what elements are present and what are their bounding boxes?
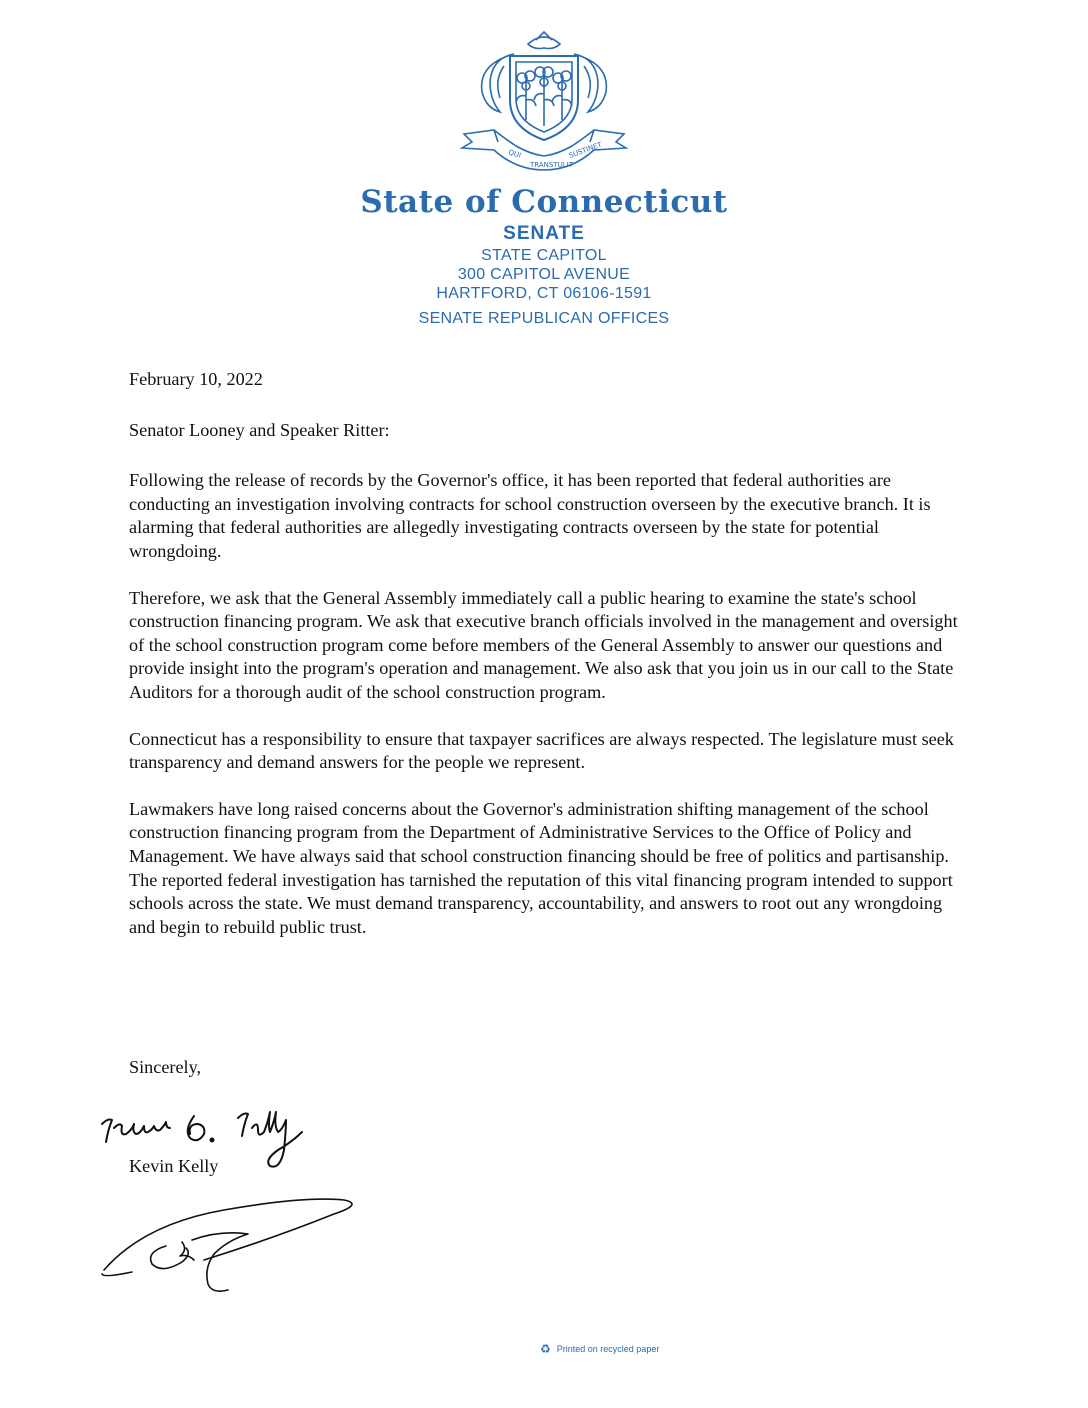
offices-line: SENATE REPUBLICAN OFFICES: [418, 310, 670, 327]
paragraph-3: Connecticut has a responsibility to ensure that taxpayer sacrifices are always respected. The legislature must seek transparency and demand answers for the people we represent.: [129, 728, 954, 773]
address-line-1: STATE CAPITOL: [481, 247, 607, 264]
footer-text: Printed on recycled paper: [556, 1344, 660, 1354]
signer-name: Kevin Kelly: [129, 1156, 219, 1176]
paragraph-4: Lawmakers have long raised concerns about the Governor's administration shifting management of the school construction financing program from the Department of Administrative Services to the Office of Policy and Management. We have always said that school construction financing should be free of politics and partisanship. The reported federal investigation has tarnished the reputation of this vital financing program intended to support schools across the state. We must demand transparency, accountability, and answers to root out any wrongdoing and begin to rebuild public trust.: [129, 798, 953, 937]
chamber-name: SENATE: [503, 223, 585, 244]
closing: Sincerely,: [129, 1057, 202, 1077]
footer-note: [540, 1342, 659, 1356]
second-signature: [96, 1190, 376, 1300]
salutation: Senator Looney and Speaker Ritter:: [129, 419, 390, 440]
recycle-icon: ♻: [540, 1342, 551, 1356]
letter-body: [129, 368, 969, 962]
svg-text:SUSTINET: SUSTINET: [567, 140, 603, 160]
letter-date: February 10, 2022: [129, 369, 263, 389]
paragraph-2: Therefore, we ask that the General Assembly immediately call a public hearing to examine the state's school construction financing program. We ask that executive branch officials involved in the management and oversight of the school construction program come before members of the General Assembly to answer our questions and provide insight into the program's operation and management. We also ask that you join us in our call to the State Auditors for a thorough audit of the school construction program.: [129, 587, 958, 702]
svg-text:TRANSTULIT: TRANSTULIT: [530, 161, 573, 169]
paragraph-1: Following the release of records by the Governor's office, it has been reported that federal authorities are conducting an investigation involving contracts for school construction overseen by the executive branch. It is alarming that federal authorities are allegedly investigating contracts overseen by the state for potential wrongdoing.: [129, 470, 931, 561]
state-name: State of Connecticut: [360, 184, 728, 220]
svg-text:QUI: QUI: [507, 148, 522, 160]
address-line-2: 300 CAPITOL AVENUE: [457, 266, 631, 283]
state-seal-icon: [454, 30, 634, 182]
letterhead: [0, 30, 1088, 328]
address-line-3: HARTFORD, CT 06106-1591: [436, 285, 652, 302]
